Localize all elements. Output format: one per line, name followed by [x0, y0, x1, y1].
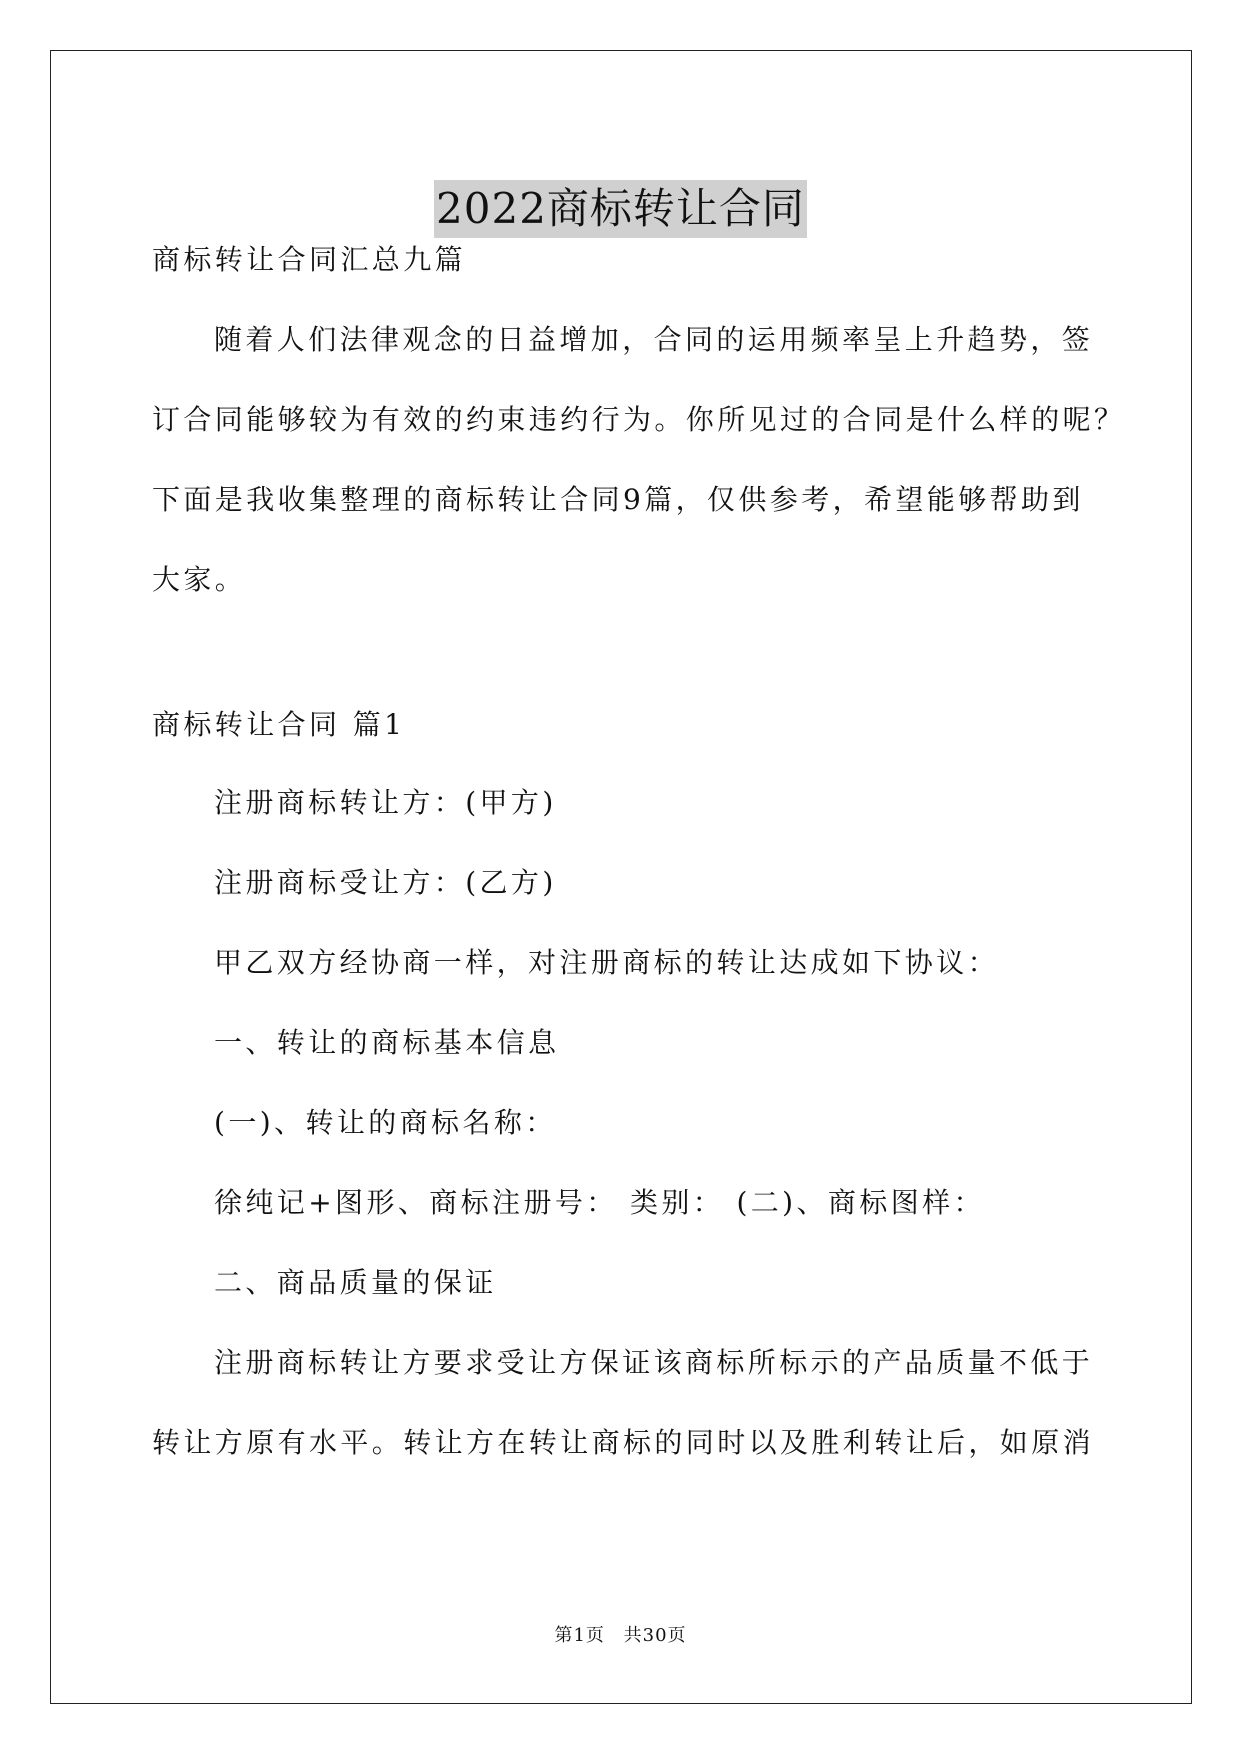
intro-line-2: 订合同能够较为有效的约束违约行为。你所见过的合同是什么样的呢？ — [152, 403, 1126, 436]
body-line-1: 注册商标转让方：(甲方) — [214, 786, 557, 819]
body-line-5: (一)、转让的商标名称： — [214, 1106, 557, 1139]
document-title: 2022商标转让合同 — [434, 180, 807, 238]
body-line-6: 徐纯记+图形、商标注册号： 类别： (二)、商标图样： — [214, 1186, 985, 1219]
body-line-7: 二、商品质量的保证 — [214, 1266, 497, 1299]
page-number: 第1页 — [554, 1625, 605, 1646]
body-line-4: 一、转让的商标基本信息 — [214, 1026, 560, 1059]
body-line-2: 注册商标受让方：(乙方) — [214, 866, 557, 899]
page-footer — [0, 1624, 1241, 1648]
body-line-9: 转让方原有水平。转让方在转让商标的同时以及胜利转让后，如原消 — [152, 1426, 1095, 1459]
section-heading: 商标转让合同 篇1 — [152, 708, 406, 741]
body-line-3: 甲乙双方经协商一样，对注册商标的转让达成如下协议： — [214, 946, 1000, 979]
total-pages: 共30页 — [623, 1625, 687, 1646]
intro-line-1: 随着人们法律观念的日益增加，合同的运用频率呈上升趋势，签 — [214, 323, 1094, 356]
document-subtitle: 商标转让合同汇总九篇 — [152, 243, 467, 276]
intro-line-3: 下面是我收集整理的商标转让合同9篇，仅供参考，希望能够帮助到 — [152, 483, 1084, 516]
intro-line-4: 大家。 — [152, 563, 247, 596]
body-line-8: 注册商标转让方要求受让方保证该商标所标示的产品质量不低于 — [214, 1346, 1094, 1379]
